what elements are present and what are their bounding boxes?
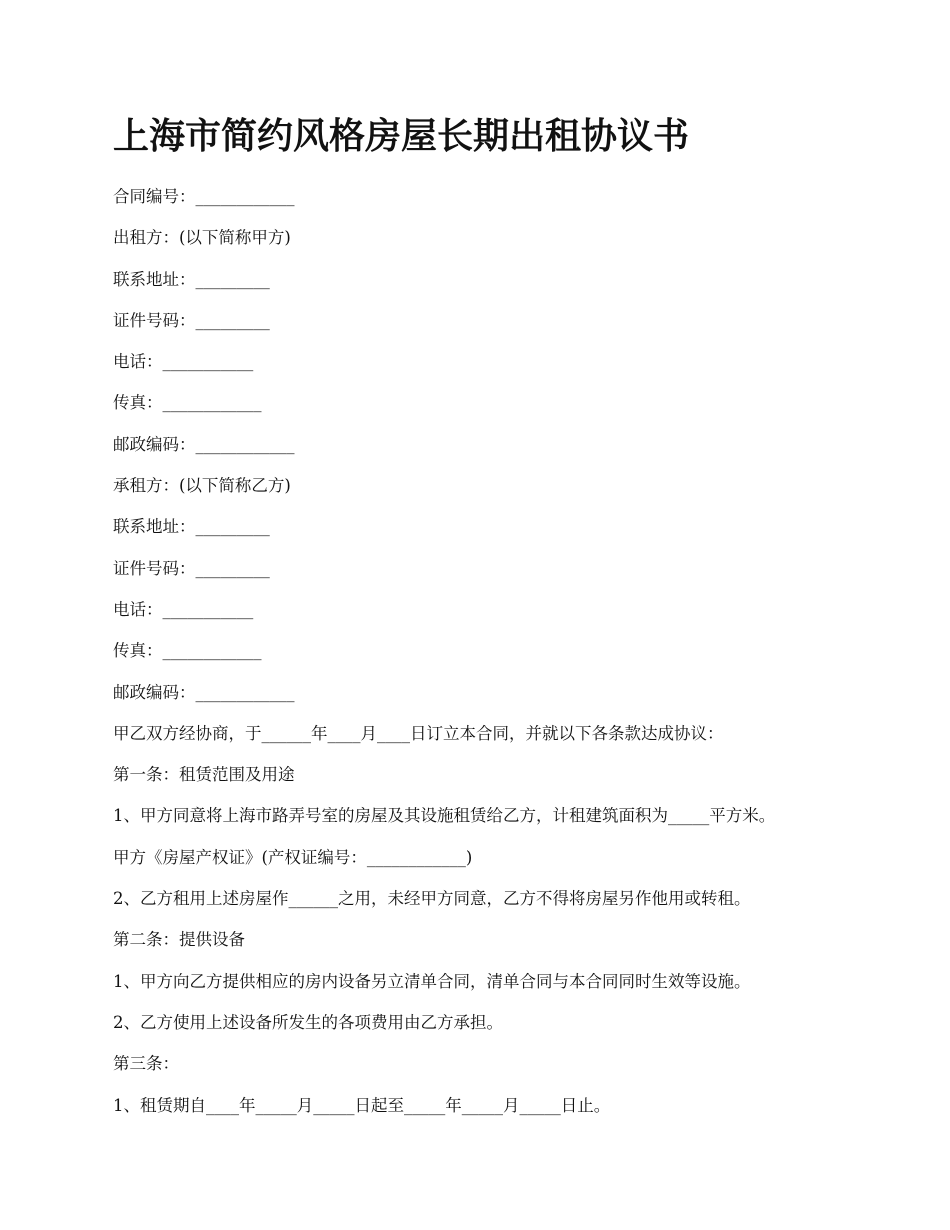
article-two-clause-2: 2、乙方使用上述设备所发生的各项费用由乙方承担。 — [113, 1012, 503, 1032]
lessee-fax-line: 传真：____________ — [113, 641, 262, 661]
property-certificate-line: 甲方《房屋产权证》(产权证编号：____________) — [113, 847, 473, 867]
article-two-heading: 第二条：提供设备 — [113, 930, 245, 950]
article-two-clause-1: 1、甲方向乙方提供相应的房内设备另立清单合同，清单合同与本合同同时生效等设施。 — [113, 971, 751, 991]
lessor-phone-line: 电话：___________ — [113, 352, 254, 372]
lessee-postcode-line: 邮政编码：____________ — [113, 682, 295, 702]
document-body — [113, 176, 913, 1126]
article-one-heading: 第一条：租赁范围及用途 — [113, 765, 295, 785]
article-one-clause-2: 2、乙方租用上述房屋作______之用，未经甲方同意，乙方不得将房屋另作他用或转租。 — [113, 889, 751, 909]
lessee-phone-line: 电话：___________ — [113, 599, 254, 619]
article-three-clause-1: 1、租赁期自____年_____月_____日起至_____年_____月_____日止。 — [113, 1095, 611, 1115]
lessor-postcode-line: 邮政编码：____________ — [113, 434, 295, 454]
article-one-clause-1: 1、甲方同意将上海市路弄号室的房屋及其设施租赁给乙方，计租建筑面积为_____平方米。 — [113, 806, 776, 826]
contract-number-line: 合同编号：____________ — [113, 187, 295, 206]
article-three-heading: 第三条： — [113, 1054, 179, 1074]
lessor-line: 出租方：(以下简称甲方) — [113, 228, 291, 248]
lessee-line: 承租方：(以下简称乙方) — [113, 476, 291, 496]
lessee-id-line: 证件号码：_________ — [113, 558, 270, 578]
lessor-fax-line: 传真：____________ — [113, 393, 262, 413]
document-title: 上海市简约风格房屋长期出租协议书 — [113, 115, 690, 157]
lessor-id-line: 证件号码：_________ — [113, 310, 270, 330]
lessee-address-line: 联系地址：_________ — [113, 517, 270, 537]
agreement-intro-line: 甲乙双方经协商，于______年____月____日订立本合同，并就以下各条款达成协议： — [113, 723, 724, 743]
lessor-address-line: 联系地址：_________ — [113, 269, 270, 289]
